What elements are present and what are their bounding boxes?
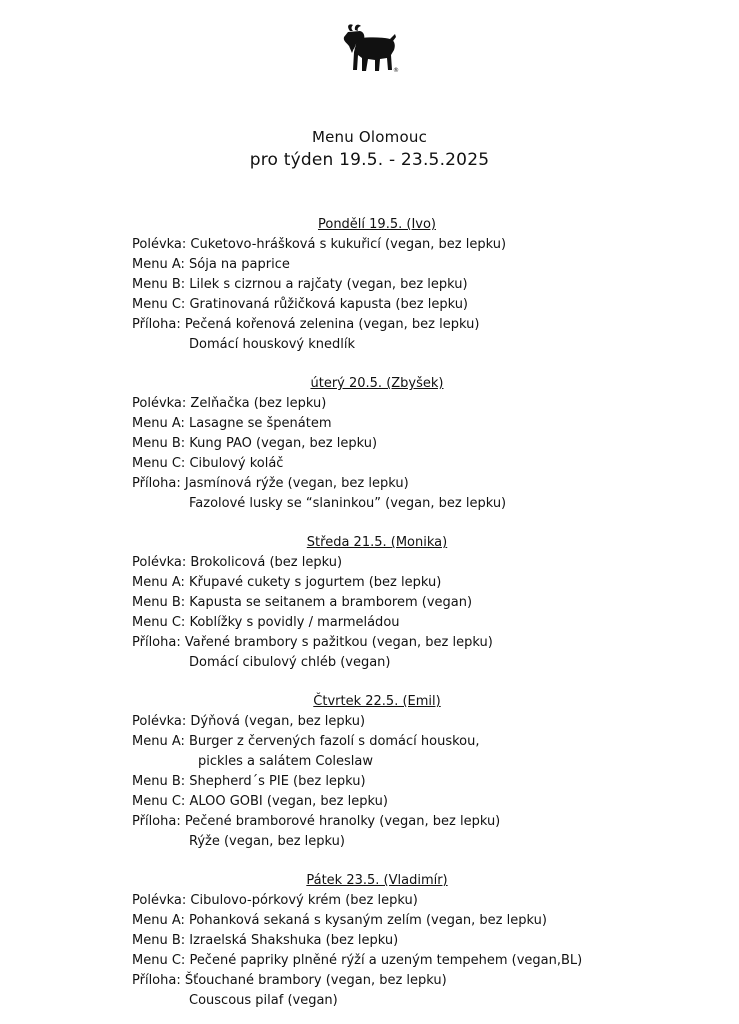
day-heading: úterý 20.5. (Zbyšek) bbox=[310, 376, 444, 391]
menu-row-dish: Gratinovaná růžičková kapusta (bez lepku) bbox=[189, 297, 469, 312]
menu-row-label: Polévka: bbox=[132, 893, 187, 908]
menu-row-dish: Shepherd´s PIE (bez lepku) bbox=[189, 774, 366, 789]
menu-row bbox=[132, 454, 652, 474]
menu-row bbox=[132, 593, 652, 613]
menu-row-dish: Cuketovo-hrášková s kukuřicí (vegan, bez lepku) bbox=[190, 237, 507, 252]
menu-row-dish: Pohanková sekaná s kysaným zelím (vegan, bez lepku) bbox=[189, 913, 547, 928]
menu-row-dish: Domácí houskový knedlík bbox=[189, 337, 355, 352]
day-heading: Čtvrtek 22.5. (Emil) bbox=[313, 694, 441, 709]
menu-row bbox=[132, 494, 652, 514]
registered-mark: ® bbox=[393, 67, 399, 74]
menu-row-label: Polévka: bbox=[132, 396, 187, 411]
menu-row-dish: Zelňačka (bez lepku) bbox=[190, 396, 327, 411]
menu-row bbox=[132, 891, 652, 911]
menu-row bbox=[132, 752, 652, 772]
menu-row bbox=[132, 931, 652, 951]
menu-row-dish: Lasagne se špenátem bbox=[189, 416, 332, 431]
day-heading: Pátek 23.5. (Vladimír) bbox=[306, 873, 448, 888]
menu-row-dish: Cibulový koláč bbox=[189, 456, 284, 471]
menu-row-label: Menu C: bbox=[132, 953, 186, 968]
menu-row-label: Příloha: bbox=[132, 317, 181, 332]
menu-row bbox=[132, 414, 652, 434]
menu-row bbox=[132, 712, 652, 732]
menu-row bbox=[132, 772, 652, 792]
menu-row-dish: Domácí cibulový chléb (vegan) bbox=[189, 655, 391, 670]
menu-row-dish: pickles a salátem Coleslaw bbox=[198, 754, 373, 769]
menu-row bbox=[132, 335, 652, 355]
menu-row-label: Menu B: bbox=[132, 933, 186, 948]
menu-row-label: Menu C: bbox=[132, 456, 186, 471]
menu-row-label: Příloha: bbox=[132, 814, 181, 829]
menu-row-dish: Izraelská Shakshuka (bez lepku) bbox=[189, 933, 399, 948]
menu-row-label: Menu B: bbox=[132, 277, 186, 292]
menu-row-dish: Kung PAO (vegan, bez lepku) bbox=[189, 436, 378, 451]
menu-row-dish: Křupavé cukety s jogurtem (bez lepku) bbox=[189, 575, 442, 590]
day-heading: Pondělí 19.5. (Ivo) bbox=[317, 217, 436, 232]
goat-logo-icon bbox=[340, 22, 398, 78]
menu-row-label: Polévka: bbox=[132, 237, 187, 252]
menu-row bbox=[132, 971, 652, 991]
menu-row bbox=[132, 275, 652, 295]
menu-row-label: Menu A: bbox=[132, 416, 185, 431]
menu-row bbox=[132, 792, 652, 812]
menu-row bbox=[132, 434, 652, 454]
menu-row-dish: Sója na paprice bbox=[189, 257, 290, 272]
menu-row-label: Menu A: bbox=[132, 734, 185, 749]
menu-row bbox=[132, 653, 652, 673]
menu-row-label: Menu B: bbox=[132, 774, 186, 789]
menu-row-dish: Jasmínová rýže (vegan, bez lepku) bbox=[184, 476, 409, 491]
menu-row-label: Menu A: bbox=[132, 257, 185, 272]
day-section bbox=[132, 215, 652, 355]
day-section bbox=[132, 533, 652, 673]
menu-row bbox=[132, 991, 652, 1011]
menu-row-dish: Vařené brambory s pažitkou (vegan, bez lepku) bbox=[184, 635, 493, 650]
day-section bbox=[132, 871, 652, 1011]
menu-row bbox=[132, 951, 652, 971]
menu-row bbox=[132, 394, 652, 414]
menu-row bbox=[132, 633, 652, 653]
menu-row-dish: Lilek s cizrnou a rajčaty (vegan, bez lepku) bbox=[189, 277, 468, 292]
menu-row-label: Menu B: bbox=[132, 595, 186, 610]
menu-row bbox=[132, 732, 652, 752]
menu-title: Menu Olomouc bbox=[311, 128, 428, 146]
menu-row bbox=[132, 255, 652, 275]
day-section bbox=[132, 374, 652, 514]
menu-row-label: Menu C: bbox=[132, 794, 186, 809]
menu-row-label: Polévka: bbox=[132, 714, 187, 729]
menu-row-dish: Pečené papriky plněné rýží a uzeným tempehem (vegan,BL) bbox=[189, 953, 583, 968]
menu-week-subtitle: pro týden 19.5. - 23.5.2025 bbox=[249, 150, 490, 170]
menu-row-dish: Burger z červených fazolí s domácí houskou, bbox=[189, 734, 480, 749]
menu-row bbox=[132, 474, 652, 494]
menu-row bbox=[132, 911, 652, 931]
menu-row-label: Příloha: bbox=[132, 973, 181, 988]
menu-row bbox=[132, 295, 652, 315]
menu-row-dish: Cibulovo-pórkový krém (bez lepku) bbox=[190, 893, 418, 908]
day-section bbox=[132, 692, 652, 852]
menu-row bbox=[132, 315, 652, 335]
menu-row-dish: Rýže (vegan, bez lepku) bbox=[189, 834, 345, 849]
menu-row bbox=[132, 832, 652, 852]
menu-row-dish: Couscous pilaf (vegan) bbox=[189, 993, 338, 1008]
menu-row-label: Menu A: bbox=[132, 913, 185, 928]
menu-row-label: Menu B: bbox=[132, 436, 186, 451]
day-heading: Středa 21.5. (Monika) bbox=[306, 535, 448, 550]
menu-row-dish: Pečená kořenová zelenina (vegan, bez lepku) bbox=[184, 317, 480, 332]
menu-row bbox=[132, 553, 652, 573]
menu-row bbox=[132, 235, 652, 255]
menu-row-label: Příloha: bbox=[132, 476, 181, 491]
menu-row-label: Menu C: bbox=[132, 297, 186, 312]
menu-row-dish: Brokolicová (bez lepku) bbox=[190, 555, 343, 570]
menu-row-label: Menu C: bbox=[132, 615, 186, 630]
menu-row-label: Příloha: bbox=[132, 635, 181, 650]
menu-row-dish: Pečené bramborové hranolky (vegan, bez lepku) bbox=[184, 814, 501, 829]
menu-row-dish: Dýňová (vegan, bez lepku) bbox=[190, 714, 366, 729]
menu-row-dish: Fazolové lusky se “slaninkou” (vegan, bez lepku) bbox=[189, 496, 507, 511]
menu-row bbox=[132, 812, 652, 832]
menu-row-label: Menu A: bbox=[132, 575, 185, 590]
menu-row-label: Polévka: bbox=[132, 555, 187, 570]
menu-row bbox=[132, 613, 652, 633]
menu-row bbox=[132, 573, 652, 593]
menu-row-dish: Koblížky s povidly / marmeládou bbox=[189, 615, 400, 630]
menu-row-dish: Kapusta se seitanem a bramborem (vegan) bbox=[189, 595, 473, 610]
menu-row-dish: Šťouchané brambory (vegan, bez lepku) bbox=[184, 973, 447, 988]
menu-row-dish: ALOO GOBI (vegan, bez lepku) bbox=[189, 794, 388, 809]
